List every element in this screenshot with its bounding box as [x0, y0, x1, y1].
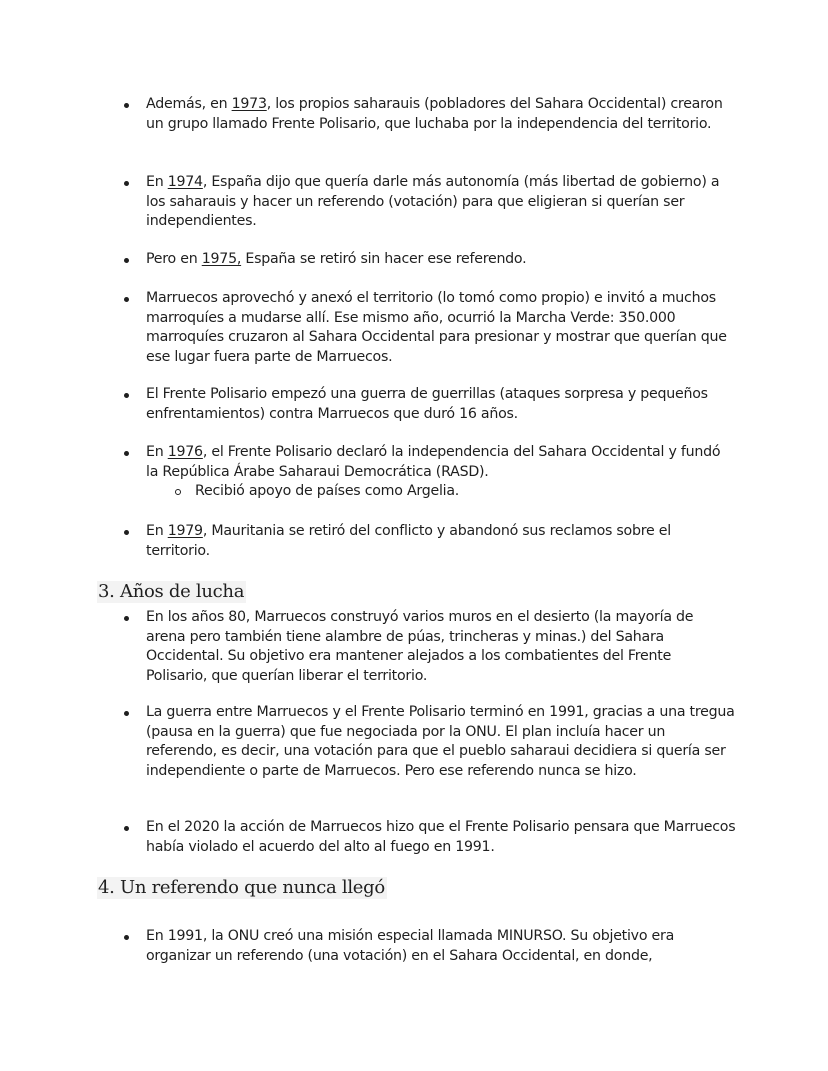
- item-text: , Mauritania se retiró del conflicto y abandonó sus reclamos sobre el territorio.: [146, 523, 671, 559]
- section-heading-3: 3. Años de lucha: [98, 581, 245, 602]
- item-text: Marruecos aprovechó y anexó el territorio (lo tomó como propio) e invitó a muchos marroquíes a mudarse allí. Ese mismo año, ocurrió la Marcha Verde: 350.000 marroquíes cruzaron al Sahara Occidental para presionar y mostrar que querían que ese lugar fuera parte de Marruecos.: [146, 290, 727, 365]
- item-text: , España dijo que quería darle más autonomía (más libertad de gobierno) a los saharauis y hacer un referendo (votación) para que eligieran si querían ser independientes.: [146, 174, 720, 229]
- list-item-1973: [146, 95, 736, 134]
- year-link: 1979: [167, 523, 203, 539]
- sub-item-text: Recibió apoyo de países como Argelia.: [195, 483, 460, 499]
- year-link: 1976: [167, 444, 203, 460]
- item-text: El Frente Polisario empezó una guerra de guerrillas (ataques sorpresa y pequeños enfrentamientos) contra Marruecos que duró 16 años.: [146, 386, 708, 422]
- item-text: , el Frente Polisario declaró la independencia del Sahara Occidental y fundó la República Árabe Saharaui Democrática (RASD).: [146, 444, 721, 480]
- year-link: 1974: [167, 174, 203, 190]
- list-item-2020: [146, 818, 736, 857]
- section-heading-4: 4. Un referendo que nunca llegó: [98, 877, 385, 898]
- item-text: Además, en: [146, 96, 232, 112]
- list-item-marcha-verde: [146, 289, 736, 367]
- list-item-1979: [146, 522, 736, 561]
- item-text: Pero en: [146, 251, 202, 267]
- item-text: España se retiró sin hacer ese referendo.: [241, 251, 527, 267]
- list-item-tregua: [146, 703, 736, 781]
- year-link: 1975,: [201, 251, 242, 267]
- list-item-guerrilla: [146, 385, 736, 424]
- item-text: En el 2020 la acción de Marruecos hizo que el Frente Polisario pensara que Marruecos había violado el acuerdo del alto al fuego en 1991.: [146, 819, 736, 855]
- list-item-1976: [146, 443, 736, 482]
- list-item-1975: [146, 250, 736, 270]
- list-item-minurso: [146, 927, 736, 966]
- list-item-muros: [146, 608, 736, 686]
- item-text: En 1991, la ONU creó una misión especial llamada MINURSO. Su objetivo era organizar un referendo (una votación) en el Sahara Occidental, en donde,: [146, 928, 675, 964]
- item-text: En: [146, 174, 168, 190]
- sub-list-item-argelia: [195, 482, 735, 502]
- item-text: En: [146, 444, 168, 460]
- item-text: , los propios saharauis (pobladores del Sahara Occidental) crearon un grupo llamado Frente Polisario, que luchaba por la independencia del territorio.: [146, 96, 723, 132]
- year-link: 1973: [231, 96, 267, 112]
- item-text: En los años 80, Marruecos construyó varios muros en el desierto (la mayoría de arena pero también tiene alambre de púas, trincheras y minas.) del Sahara Occidental. Su objetivo era mantener alejados a los combatientes del Frente Polisario, que querían liberar el territorio.: [146, 609, 694, 684]
- list-item-1974: [146, 173, 736, 232]
- item-text: La guerra entre Marruecos y el Frente Polisario terminó en 1991, gracias a una tregua (pausa en la guerra) que fue negociada por la ONU. El plan incluía hacer un referendo, es decir, una votación para que el pueblo saharaui decidiera si quería ser independiente o parte de Marruecos. Pero ese referendo nunca se hizo.: [146, 704, 735, 779]
- item-text: En: [146, 523, 168, 539]
